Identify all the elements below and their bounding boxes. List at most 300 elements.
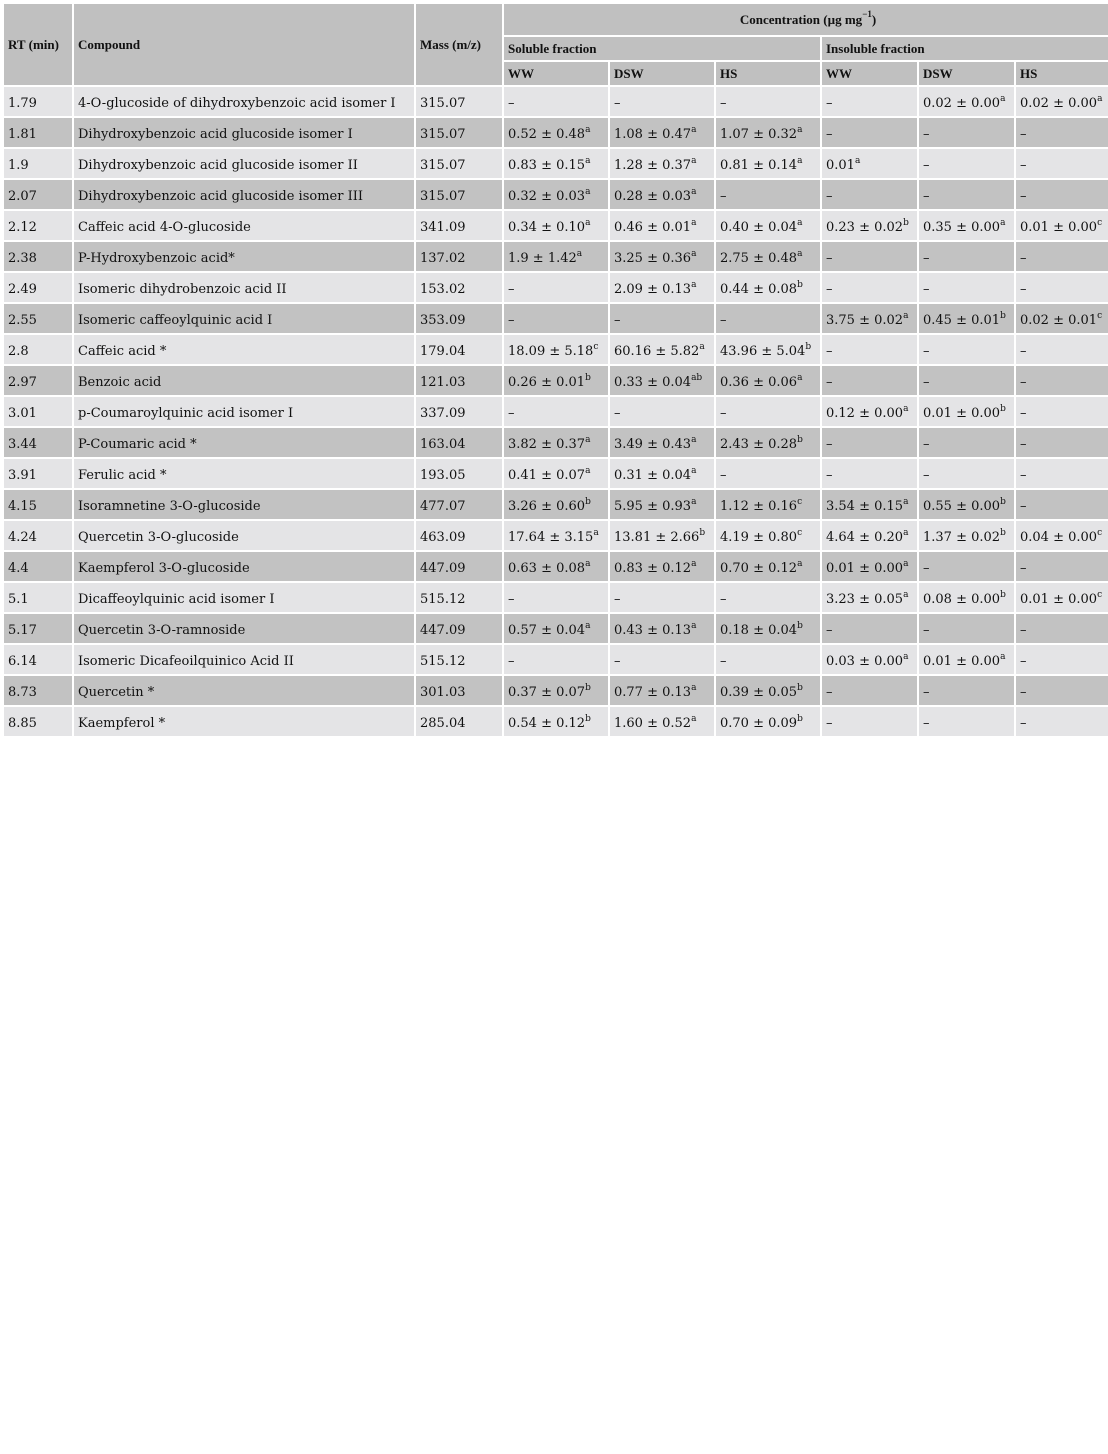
concentration-cell	[1016, 552, 1108, 581]
concentration-value: –	[826, 189, 833, 204]
concentration-value: 1.28 ± 0.37	[614, 158, 692, 173]
mass-cell	[416, 583, 502, 612]
significance-letter: a	[593, 527, 599, 538]
concentration-value: 0.34 ± 0.10	[508, 220, 586, 235]
rt-cell-text: 8.85	[8, 716, 37, 731]
concentration-value-wrap	[1020, 251, 1027, 266]
concentration-value: –	[923, 716, 930, 731]
significance-letter: a	[903, 527, 909, 538]
mass-cell-text: 315.07	[420, 158, 466, 173]
concentration-cell	[919, 583, 1014, 612]
significance-letter: b	[585, 713, 591, 724]
rt-cell	[4, 211, 72, 240]
concentration-value: 0.63 ± 0.08	[508, 561, 586, 576]
compound-cell	[74, 149, 414, 178]
concentration-value-wrap	[508, 465, 591, 483]
concentration-value: –	[826, 251, 833, 266]
significance-letter: a	[691, 465, 697, 476]
concentration-cell	[504, 583, 608, 612]
concentration-cell	[822, 614, 917, 643]
concentration-cell	[716, 490, 820, 519]
concentration-value-wrap	[923, 651, 1006, 669]
significance-letter: c	[1097, 589, 1103, 600]
concentration-cell	[822, 459, 917, 488]
concentration-value: –	[923, 375, 930, 390]
concentration-value: 0.04 ± 0.00	[1020, 530, 1098, 545]
significance-letter: b	[797, 279, 803, 290]
compound-cell	[74, 304, 414, 333]
concentration-value: –	[1020, 127, 1027, 142]
concentration-cell	[610, 490, 714, 519]
concentration-value-wrap	[614, 248, 697, 266]
concentration-cell	[1016, 645, 1108, 674]
concentration-value-wrap	[614, 279, 697, 297]
concentration-value-wrap	[1020, 282, 1027, 297]
significance-letter: a	[1000, 651, 1006, 662]
concentration-value-wrap	[614, 465, 697, 483]
concentration-value-wrap	[826, 310, 909, 328]
concentration-value: –	[1020, 685, 1027, 700]
significance-letter: b	[585, 496, 591, 507]
significance-letter: a	[797, 558, 803, 569]
concentration-cell	[822, 397, 917, 426]
rt-cell	[4, 87, 72, 116]
concentration-value-wrap	[1020, 468, 1027, 483]
concentration-value-wrap	[1020, 685, 1027, 700]
concentration-cell	[610, 304, 714, 333]
concentration-value-wrap	[826, 217, 909, 235]
rt-cell-text: 3.44	[8, 437, 37, 452]
significance-letter: b	[797, 713, 803, 724]
concentration-value: 0.03 ± 0.00	[826, 654, 904, 669]
rt-cell	[4, 490, 72, 519]
concentration-cell	[822, 583, 917, 612]
rt-cell	[4, 242, 72, 271]
significance-letter: c	[593, 341, 599, 352]
concentration-value: –	[508, 313, 515, 328]
compound-cell-text: Kaempferol *	[78, 716, 166, 731]
concentration-value: –	[1020, 251, 1027, 266]
concentration-cell	[716, 149, 820, 178]
concentration-cell	[716, 614, 820, 643]
concentration-value-wrap	[923, 403, 1006, 421]
significance-letter: b	[1000, 589, 1006, 600]
concentration-value-wrap	[826, 685, 833, 700]
mass-cell-text: 353.09	[420, 313, 466, 328]
concentration-cell	[610, 149, 714, 178]
concentration-value: –	[826, 344, 833, 359]
concentration-value: –	[614, 654, 621, 669]
significance-letter: a	[699, 341, 705, 352]
concentration-cell	[610, 645, 714, 674]
concentration-value: 60.16 ± 5.82	[614, 344, 700, 359]
compound-cell	[74, 242, 414, 271]
concentration-value-wrap	[720, 279, 803, 297]
compound-cell	[74, 180, 414, 209]
compound-cell	[74, 366, 414, 395]
concentration-value-wrap	[826, 437, 833, 452]
concentration-value: –	[826, 685, 833, 700]
mass-cell	[416, 614, 502, 643]
concentration-cell	[822, 273, 917, 302]
rt-cell-text: 4.24	[8, 530, 37, 545]
concentration-cell	[822, 645, 917, 674]
concentration-value-wrap	[1020, 499, 1027, 514]
concentration-value: 0.44 ± 0.08	[720, 282, 798, 297]
concentration-cell	[716, 366, 820, 395]
concentration-close: )	[871, 11, 877, 27]
concentration-value-wrap	[614, 406, 621, 421]
concentration-value-wrap	[720, 682, 803, 700]
mass-cell-text: 315.07	[420, 127, 466, 142]
table-row	[4, 211, 1108, 240]
concentration-cell	[822, 707, 917, 736]
rt-cell-text: 5.17	[8, 623, 37, 638]
concentration-value: 0.23 ± 0.02	[826, 220, 904, 235]
compound-cell-text: p-Coumaroylquinic acid isomer I	[78, 406, 294, 421]
rt-cell-text: 4.4	[8, 561, 29, 576]
table-row	[4, 707, 1108, 736]
concentration-value: 0.31 ± 0.04	[614, 468, 692, 483]
concentration-value-wrap	[1020, 623, 1027, 638]
significance-letter: c	[1097, 310, 1103, 321]
significance-letter: b	[903, 217, 909, 228]
concentration-cell	[919, 397, 1014, 426]
concentration-value: –	[508, 406, 515, 421]
concentration-value-wrap	[720, 713, 803, 731]
concentration-cell	[919, 552, 1014, 581]
mass-cell-text: 137.02	[420, 251, 466, 266]
concentration-cell	[1016, 118, 1108, 147]
mass-cell-text: 341.09	[420, 220, 466, 235]
concentration-value-wrap	[508, 406, 515, 421]
rt-cell-text: 2.97	[8, 375, 37, 390]
concentration-value-wrap	[614, 682, 697, 700]
concentration-cell	[1016, 335, 1108, 364]
concentration-cell	[1016, 707, 1108, 736]
concentration-cell	[504, 397, 608, 426]
concentration-value: 0.40 ± 0.04	[720, 220, 798, 235]
concentration-cell	[822, 366, 917, 395]
mass-cell	[416, 397, 502, 426]
concentration-value: 4.64 ± 0.20	[826, 530, 904, 545]
concentration-value: 0.32 ± 0.03	[508, 189, 586, 204]
concentration-value-wrap	[614, 620, 697, 638]
concentration-cell	[822, 180, 917, 209]
concentration-cell	[504, 614, 608, 643]
concentration-value: 0.70 ± 0.09	[720, 716, 798, 731]
concentration-cell	[919, 149, 1014, 178]
mass-cell	[416, 521, 502, 550]
compound-cell	[74, 118, 414, 147]
concentration-value: –	[923, 158, 930, 173]
concentration-value-wrap	[614, 496, 697, 514]
rt-cell-text: 4.15	[8, 499, 37, 514]
compound-cell-text: P-Coumaric acid *	[78, 437, 197, 452]
concentration-cell	[822, 304, 917, 333]
concentration-value-wrap	[508, 592, 515, 607]
concentration-value: –	[720, 313, 727, 328]
concentration-value-wrap	[923, 310, 1006, 328]
concentration-value: 0.77 ± 0.13	[614, 685, 692, 700]
concentration-value: 0.52 ± 0.48	[508, 127, 586, 142]
mass-cell	[416, 304, 502, 333]
significance-letter: b	[1000, 527, 1006, 538]
concentration-value-wrap	[508, 186, 591, 204]
significance-letter: b	[797, 434, 803, 445]
concentration-value: 13.81 ± 2.66	[614, 530, 700, 545]
concentration-cell	[504, 149, 608, 178]
concentration-value: 0.01	[826, 158, 855, 173]
concentration-value: 0.01 ± 0.00	[1020, 592, 1098, 607]
concentration-value: 2.43 ± 0.28	[720, 437, 798, 452]
concentration-value: 3.54 ± 0.15	[826, 499, 904, 514]
concentration-cell	[610, 242, 714, 271]
compound-cell	[74, 707, 414, 736]
concentration-value: 1.37 ± 0.02	[923, 530, 1001, 545]
significance-letter: b	[585, 372, 591, 383]
concentration-value-wrap	[826, 344, 833, 359]
concentration-label: Concentration (µg mg	[739, 11, 863, 27]
concentration-value: 0.02 ± 0.00	[1020, 96, 1098, 111]
mass-cell-text: 337.09	[420, 406, 466, 421]
concentration-value: 0.36 ± 0.06	[720, 375, 798, 390]
concentration-value-wrap	[923, 282, 930, 297]
mass-cell-text: 447.09	[420, 561, 466, 576]
mass-cell	[416, 149, 502, 178]
significance-letter: c	[1097, 217, 1103, 228]
concentration-cell	[504, 242, 608, 271]
compound-cell-text: Dicaffeoylquinic acid isomer I	[78, 592, 275, 607]
rt-cell	[4, 521, 72, 550]
compound-cell-text: Dihydroxybenzoic acid glucoside isomer III	[78, 189, 363, 204]
concentration-value: 0.83 ± 0.12	[614, 561, 692, 576]
rt-cell	[4, 149, 72, 178]
significance-letter: a	[691, 713, 697, 724]
concentration-value-wrap	[923, 189, 930, 204]
concentration-value-wrap	[508, 155, 591, 173]
concentration-value-wrap	[720, 313, 727, 328]
header-soluble-fraction: Soluble fraction	[504, 37, 820, 60]
compound-cell	[74, 428, 414, 457]
concentration-cell	[610, 180, 714, 209]
concentration-value: –	[1020, 499, 1027, 514]
header-soluble-dsw: DSW	[610, 62, 714, 85]
concentration-value: –	[826, 623, 833, 638]
header-soluble-hs: HS	[716, 62, 820, 85]
concentration-value-wrap	[1020, 127, 1027, 142]
concentration-value: 18.09 ± 5.18	[508, 344, 594, 359]
concentration-value: –	[1020, 189, 1027, 204]
significance-letter: a	[585, 558, 591, 569]
concentration-cell	[919, 335, 1014, 364]
concentration-value: 0.37 ± 0.07	[508, 685, 586, 700]
concentration-value-wrap	[508, 496, 591, 514]
concentration-cell	[504, 459, 608, 488]
significance-letter: a	[1000, 93, 1006, 104]
concentration-cell	[1016, 87, 1108, 116]
mass-cell-text: 179.04	[420, 344, 466, 359]
concentration-cell	[610, 676, 714, 705]
concentration-value: 0.54 ± 0.12	[508, 716, 586, 731]
mass-cell	[416, 645, 502, 674]
compound-cell	[74, 614, 414, 643]
rt-cell-text: 6.14	[8, 654, 37, 669]
concentration-cell	[822, 242, 917, 271]
rt-cell-text: 1.81	[8, 127, 37, 142]
concentration-value: 1.08 ± 0.47	[614, 127, 692, 142]
rt-cell	[4, 304, 72, 333]
significance-letter: c	[797, 496, 803, 507]
concentration-cell	[716, 676, 820, 705]
significance-letter: b	[797, 620, 803, 631]
compound-cell-text: Quercetin 3-O-glucoside	[78, 530, 239, 545]
header-insoluble-dsw: DSW	[919, 62, 1014, 85]
mass-cell-text: 153.02	[420, 282, 466, 297]
concentration-value-wrap	[923, 716, 930, 731]
concentration-value-wrap	[923, 496, 1006, 514]
concentration-cell	[716, 180, 820, 209]
concentration-cell	[504, 521, 608, 550]
compound-cell-text: Quercetin 3-O-ramnoside	[78, 623, 246, 638]
concentration-value: 3.82 ± 0.37	[508, 437, 586, 452]
concentration-value-wrap	[923, 127, 930, 142]
concentration-value: 0.12 ± 0.00	[826, 406, 904, 421]
concentration-value-wrap	[508, 124, 591, 142]
concentration-value: 0.83 ± 0.15	[508, 158, 586, 173]
concentration-value-wrap	[826, 189, 833, 204]
concentration-value-wrap	[1020, 93, 1103, 111]
concentration-value: 1.12 ± 0.16	[720, 499, 798, 514]
concentration-cell	[1016, 211, 1108, 240]
concentration-value: –	[720, 468, 727, 483]
concentration-value-wrap	[826, 623, 833, 638]
significance-letter: a	[903, 310, 909, 321]
significance-letter: b	[1000, 403, 1006, 414]
concentration-value-wrap	[508, 372, 591, 390]
concentration-value: –	[720, 96, 727, 111]
table-row	[4, 273, 1108, 302]
concentration-value: –	[508, 282, 515, 297]
concentration-value-wrap	[826, 558, 909, 576]
compound-cell	[74, 552, 414, 581]
concentration-value: 0.26 ± 0.01	[508, 375, 586, 390]
significance-letter: a	[691, 124, 697, 135]
mass-cell	[416, 242, 502, 271]
header-soluble-ww: WW	[504, 62, 608, 85]
concentration-value: –	[923, 623, 930, 638]
concentration-cell	[504, 490, 608, 519]
concentration-value: 0.45 ± 0.01	[923, 313, 1001, 328]
concentration-value-wrap	[508, 313, 515, 328]
concentration-cell	[822, 490, 917, 519]
concentration-cell	[504, 645, 608, 674]
concentration-value-wrap	[826, 155, 861, 173]
significance-letter: b	[797, 682, 803, 693]
concentration-value: 0.39 ± 0.05	[720, 685, 798, 700]
mass-cell-text: 515.12	[420, 654, 466, 669]
concentration-value-wrap	[1020, 310, 1103, 328]
concentration-value-wrap	[614, 654, 621, 669]
mass-cell	[416, 552, 502, 581]
concentration-cell	[610, 87, 714, 116]
significance-letter: a	[691, 620, 697, 631]
concentration-value: –	[508, 654, 515, 669]
concentration-exponent: −1	[862, 9, 872, 20]
concentration-value-wrap	[614, 341, 705, 359]
concentration-value: 5.95 ± 0.93	[614, 499, 692, 514]
header-concentration	[504, 4, 1108, 35]
concentration-value: 3.23 ± 0.05	[826, 592, 904, 607]
concentration-value: –	[1020, 344, 1027, 359]
table-row	[4, 490, 1108, 519]
concentration-value: –	[720, 189, 727, 204]
concentration-value: –	[1020, 623, 1027, 638]
rt-cell	[4, 335, 72, 364]
concentration-value-wrap	[720, 96, 727, 111]
concentration-value-wrap	[720, 654, 727, 669]
concentration-cell	[610, 583, 714, 612]
concentration-cell	[1016, 583, 1108, 612]
concentration-value: 1.07 ± 0.32	[720, 127, 798, 142]
compound-cell-text: Isomeric Dicafeoilquinico Acid II	[78, 654, 294, 669]
concentration-value: –	[826, 282, 833, 297]
table-row	[4, 118, 1108, 147]
mass-cell	[416, 87, 502, 116]
rt-cell-text: 2.07	[8, 189, 37, 204]
significance-letter: a	[903, 403, 909, 414]
concentration-value-wrap	[826, 496, 909, 514]
mass-cell	[416, 676, 502, 705]
compound-cell	[74, 583, 414, 612]
table-row	[4, 521, 1108, 550]
concentration-value-wrap	[508, 282, 515, 297]
rt-cell	[4, 707, 72, 736]
mass-cell-text: 477.07	[420, 499, 466, 514]
concentration-value-wrap	[720, 620, 803, 638]
mass-cell	[416, 366, 502, 395]
significance-letter: a	[585, 155, 591, 166]
concentration-value: 3.25 ± 0.36	[614, 251, 692, 266]
concentration-value: –	[923, 685, 930, 700]
header-rt: RT (min)	[4, 4, 72, 85]
concentration-cell	[716, 707, 820, 736]
significance-letter: a	[691, 217, 697, 228]
rt-cell-text: 3.01	[8, 406, 37, 421]
mass-cell	[416, 180, 502, 209]
rt-cell	[4, 676, 72, 705]
header-mass: Mass (m/z)	[416, 4, 502, 85]
concentration-value: –	[1020, 437, 1027, 452]
concentration-value: –	[614, 406, 621, 421]
concentration-cell	[716, 273, 820, 302]
compound-cell	[74, 645, 414, 674]
mass-cell-text: 163.04	[420, 437, 466, 452]
mass-cell	[416, 707, 502, 736]
concentration-value: –	[1020, 468, 1027, 483]
concentration-cell	[716, 87, 820, 116]
concentration-cell	[822, 149, 917, 178]
concentration-value: 43.96 ± 5.04	[720, 344, 806, 359]
significance-letter: b	[1000, 496, 1006, 507]
significance-letter: a	[585, 186, 591, 197]
concentration-cell	[822, 552, 917, 581]
concentration-value: 3.49 ± 0.43	[614, 437, 692, 452]
mass-cell-text: 515.12	[420, 592, 466, 607]
rt-cell-text: 2.49	[8, 282, 37, 297]
concentration-cell	[504, 273, 608, 302]
concentration-value-wrap	[923, 217, 1006, 235]
